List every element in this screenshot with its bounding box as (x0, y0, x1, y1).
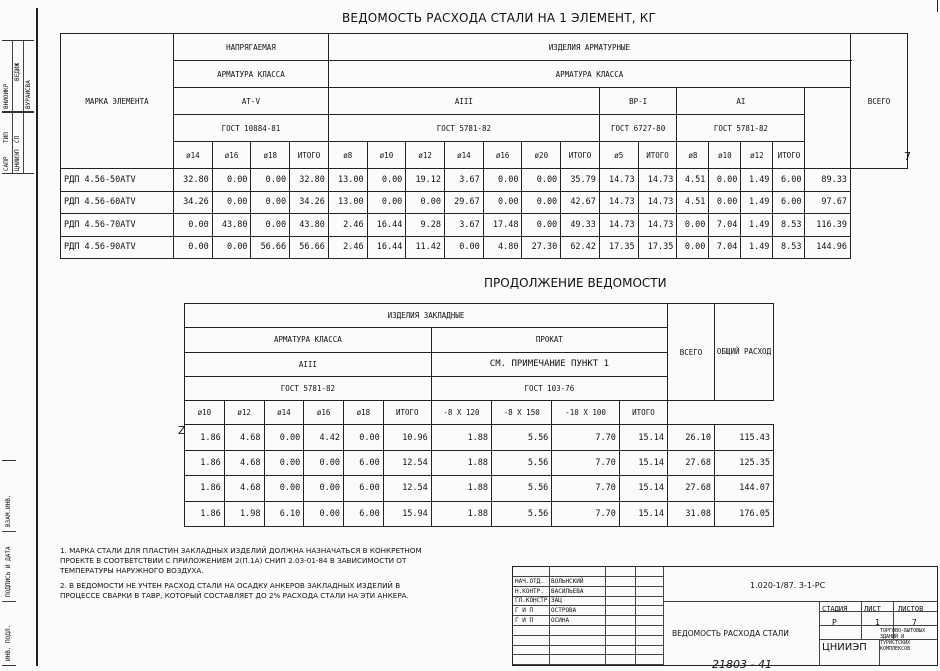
overall-header: ОБЩИЙ РАСХОД (715, 304, 774, 401)
gost-ai: ГОСТ 5781-82 (677, 115, 805, 142)
gost-atv: ГОСТ 10884-81 (174, 115, 329, 142)
cell-value: 0.00 (174, 236, 213, 259)
col-bp-1: ИТОГО (638, 142, 677, 169)
drawing-title: ВЕДОМОСТЬ РАСХОДА СТАЛИ (672, 629, 789, 638)
continuation-title: ПРОДОЛЖЕНИЕ ВЕДОМОСТИ (484, 276, 667, 290)
table-row (61, 214, 908, 237)
cell-value: 7.70 (552, 501, 620, 526)
notes (60, 546, 440, 606)
col-aiii-1: ø10 (367, 142, 406, 169)
column-headers (61, 142, 908, 169)
stamp-role: Г И П (515, 607, 534, 615)
gost-bp: ГОСТ 6727-80 (599, 115, 676, 142)
sheets-value: 7 (912, 618, 917, 627)
page-title: ВЕДОМОСТЬ РАСХОДА СТАЛИ НА 1 ЭЛЕМЕНТ, КГ (342, 11, 657, 25)
prokat-header: ПРОКАТ (431, 328, 667, 352)
cell-value: 6.00 (344, 501, 384, 526)
cell-value: 5.56 (492, 501, 552, 526)
cell-value: 14.73 (638, 214, 677, 237)
class-ai: АI (677, 88, 805, 115)
cell-value: 16.44 (367, 236, 406, 259)
gost-2: ГОСТ 103-76 (431, 376, 667, 400)
row-mark: РДП 4.56-70АТV (61, 214, 174, 237)
side-stamp-top: ВНИОИКР ВЕДИЖ ВУРАИСВА (2, 40, 34, 112)
stamp-row (513, 616, 663, 626)
table-row (185, 425, 774, 450)
stamp-row (513, 567, 663, 577)
cell-value: 4.68 (224, 425, 264, 450)
signature-list (513, 567, 663, 665)
cell-value: 15.14 (619, 476, 667, 501)
col-atv-2: ø18 (251, 142, 290, 169)
row-mark: РДП 4.56-50АТV (61, 169, 174, 192)
cell-value: 176.05 (715, 501, 774, 526)
cell-value: 14.73 (599, 214, 638, 237)
cell-value: 0.00 (174, 214, 213, 237)
cell-value: 0.00 (522, 214, 561, 237)
cell-value: 0.00 (264, 450, 304, 475)
embedded-header: ИЗДЕЛИЯ ЗАКЛАДНЫЕ (185, 304, 668, 328)
cell-value: 17.35 (638, 236, 677, 259)
col-p-0: -8 X 120 (431, 401, 491, 425)
cell-value: 43.80 (212, 214, 251, 237)
cell-value: 17.48 (483, 214, 522, 237)
col-aiii-4: ø16 (483, 142, 522, 169)
cell-value: 32.80 (174, 169, 213, 192)
cell-value: 1.86 (185, 425, 225, 450)
cell-value: 0.00 (677, 236, 709, 259)
cell-value: 0.00 (677, 214, 709, 237)
cell-value: 15.14 (619, 450, 667, 475)
cell-value: 144.07 (715, 476, 774, 501)
cell-value: 56.66 (290, 236, 329, 259)
col-ai-0: ø8 (677, 142, 709, 169)
col-aiii-5: ø20 (522, 142, 561, 169)
cell-value: 6.10 (264, 501, 304, 526)
stamp-name: ЗАЦ (551, 597, 562, 605)
cell-value: 5.56 (492, 425, 552, 450)
stage-value: Р (832, 618, 837, 627)
cell-value: 13.00 (328, 169, 367, 192)
cell-value: 0.00 (264, 425, 304, 450)
cell-value: 97.67 (805, 191, 851, 214)
embedded-class-aiii: АIII (185, 352, 432, 376)
stamp-name: ВОЛЬНСКИЙ (551, 577, 584, 585)
cell-value: 2.46 (328, 214, 367, 237)
steel-table-embedded (184, 303, 774, 527)
cell-value: 15.14 (619, 501, 667, 526)
stamp-row (513, 596, 663, 606)
col-atv-0: ø14 (174, 142, 213, 169)
frame-border (36, 8, 38, 666)
cell-value: 13.00 (328, 191, 367, 214)
table-body (61, 169, 908, 259)
cell-value: 1.49 (741, 236, 773, 259)
cell-value: 4.51 (677, 169, 709, 192)
cell-value: 116.39 (805, 214, 851, 237)
cell-value: 42.67 (561, 191, 600, 214)
stamp-name: ВАСИЛЬЕВА (551, 587, 584, 595)
stressed-class: АРМАТУРА КЛАССА (174, 61, 329, 88)
cell-value: 1.88 (431, 501, 491, 526)
cell-value: 15.94 (383, 501, 431, 526)
cell-value: 1.86 (185, 476, 225, 501)
stamp-role: ГЛ.КОНСТР (515, 597, 548, 605)
stamp-role: Г И П (515, 617, 534, 624)
sheet-label: ЛИСТ (864, 605, 881, 613)
cell-value: 8.53 (773, 214, 805, 237)
table-row (61, 191, 908, 214)
col-atv-3: ИТОГО (290, 142, 329, 169)
cell-value: 4.68 (224, 476, 264, 501)
cell-value: 14.73 (599, 169, 638, 192)
cell-value: 0.00 (251, 169, 290, 192)
cell-value: 6.00 (773, 191, 805, 214)
cell-value: 0.00 (367, 169, 406, 192)
cell-value: 6.00 (773, 169, 805, 192)
col-p-3: ИТОГО (619, 401, 667, 425)
cell-value: 49.33 (561, 214, 600, 237)
cell-value: 0.00 (522, 169, 561, 192)
col-a-4: ø18 (344, 401, 384, 425)
stamp-row (513, 655, 663, 665)
cell-value: 7.70 (552, 450, 620, 475)
stamp-row (513, 636, 663, 646)
stamp-name: ОСТРОВА (551, 607, 577, 615)
row-mark: РДП 4.56-60АТV (61, 191, 174, 214)
sheets-label: ЛИСТОВ (898, 605, 924, 613)
col-aiii-0: ø8 (328, 142, 367, 169)
cell-value: 3.67 (445, 214, 484, 237)
cell-value: 16.44 (367, 214, 406, 237)
note-2: 2. В ВЕДОМОСТИ НЕ УЧТЕН РАСХОД СТАЛИ НА ОСАДКУ АНКЕРОВ ЗАКЛАДНЫХ ИЗДЕЛИЙ В ПРОЦЕССЕ СВАРКИ В ТАВР, КОТОРЫЙ СОСТАВЛЯЕТ ДО 2% РАСХОДА СТАЛИ НА ЭТИ АНКЕРА. (60, 581, 409, 600)
cell-value: 0.00 (522, 191, 561, 214)
cell-value: 1.49 (741, 169, 773, 192)
archive-number: 21803 - 41 (712, 658, 772, 671)
organization: ЦНИИЭП (822, 642, 867, 653)
class-atv: АТ-V (174, 88, 329, 115)
cell-value: 29.67 (445, 191, 484, 214)
cell-value: 0.00 (251, 214, 290, 237)
total-header: ВСЕГО (668, 304, 715, 401)
col-a-1: ø12 (224, 401, 264, 425)
cell-value: 27.68 (668, 476, 715, 501)
cell-value: 9.28 (406, 214, 445, 237)
cell-value: 0.00 (212, 169, 251, 192)
total-header: ВСЕГО (851, 34, 908, 169)
cell-value: 14.73 (638, 191, 677, 214)
cell-value: 89.33 (805, 169, 851, 192)
cell-value: 8.53 (773, 236, 805, 259)
col-a-2: ø14 (264, 401, 304, 425)
cell-value: 0.00 (251, 191, 290, 214)
cell-value: 0.00 (264, 476, 304, 501)
stage-label: СТАДИЯ (822, 605, 848, 613)
col-ai-1: ø10 (709, 142, 741, 169)
col-aiii-6: ИТОГО (561, 142, 600, 169)
cell-value: 15.14 (619, 425, 667, 450)
note-1: 1. МАРКА СТАЛИ ДЛЯ ПЛАСТИН ЗАКЛАДНЫХ ИЗДЕЛИЙ ДОЛЖНА НАЗНАЧАТЬСЯ В КОНКРЕТНОМ ПРОЕКТЕ В СООТВЕТСТВИИ С ПРИЛОЖЕНИЕМ 2(П.1А) СНИП 2.03-01-84 В ЗАВИСИМОСТИ ОТ ТЕМПЕРАТУРЫ НАРУЖНОГО ВОЗДУХА. (60, 546, 422, 575)
stamp-name: ОСИНА (551, 617, 570, 624)
organization-desc: ТОРГОВО-БЫТОВЫХ ЗДАНИЙ И ТУРИСТСКИХ КОМПЛЕКСОВ (880, 628, 926, 652)
cell-value: 62.42 (561, 236, 600, 259)
cell-value: 0.00 (483, 191, 522, 214)
cell-value: 12.54 (383, 450, 431, 475)
col-aiii-3: ø14 (445, 142, 484, 169)
cell-value: 4.42 (304, 425, 344, 450)
cell-value: 0.00 (304, 476, 344, 501)
sheet-value: 1 (875, 618, 880, 627)
cell-value: 115.43 (715, 425, 774, 450)
cell-value: 7.70 (552, 425, 620, 450)
cell-value: 1.86 (185, 450, 225, 475)
cell-value: 19.12 (406, 169, 445, 192)
cell-value: 1.88 (431, 425, 491, 450)
cell-value: 6.00 (344, 450, 384, 475)
cell-value: 0.00 (304, 450, 344, 475)
side-stamp-bottom: ВЗАМ.ИНВ. ПОДПИСЬ И ДАТА ИНВ. ПОДЛ. (2, 460, 16, 666)
cell-value: 11.42 (406, 236, 445, 259)
gost-1: ГОСТ 5781-82 (185, 376, 432, 400)
items-header: ИЗДЕЛИЯ АРМАТУРНЫЕ (328, 34, 850, 61)
note-ref: СМ. ПРИМЕЧАНИЕ ПУНКТ 1 (431, 352, 667, 376)
embedded-class: АРМАТУРА КЛАССА (185, 328, 432, 352)
cell-value: 34.26 (290, 191, 329, 214)
cell-value: 14.73 (599, 191, 638, 214)
cell-value: 35.79 (561, 169, 600, 192)
cell-value: 0.00 (304, 501, 344, 526)
cell-value: 7.70 (552, 476, 620, 501)
cell-value: 2.46 (328, 236, 367, 259)
cell-value: 17.35 (599, 236, 638, 259)
stamp-row (513, 645, 663, 655)
class-aiii: АIII (328, 88, 599, 115)
stamp-role: НАЧ.ОТД. (515, 577, 544, 585)
col-a-5: ИТОГО (383, 401, 431, 425)
col-p-1: -8 X 150 (492, 401, 552, 425)
cell-value: 0.00 (483, 169, 522, 192)
cell-value: 10.96 (383, 425, 431, 450)
cell-value: 27.68 (668, 450, 715, 475)
cell-value: 7.04 (709, 214, 741, 237)
cell-value: 26.10 (668, 425, 715, 450)
cell-value: 5.56 (492, 450, 552, 475)
col-a-3: ø16 (304, 401, 344, 425)
stamp-row (513, 606, 663, 616)
col-ai-2: ø12 (741, 142, 773, 169)
cell-value: 1.88 (431, 450, 491, 475)
side-stamp-mid: ТИП СП САПР ЦНИИЭП (2, 112, 34, 174)
cell-value: 0.00 (709, 191, 741, 214)
cell-value: 5.56 (492, 476, 552, 501)
frame-border-right (937, 0, 938, 12)
stressed-header: НАПРЯГАЕМАЯ (174, 34, 329, 61)
cell-value: 34.26 (174, 191, 213, 214)
cell-value: 43.80 (290, 214, 329, 237)
col-atv-1: ø16 (212, 142, 251, 169)
stamp-row (513, 626, 663, 636)
cell-value: 0.00 (344, 425, 384, 450)
col-a-0: ø10 (185, 401, 225, 425)
stamp-row (513, 577, 663, 587)
items-class: АРМАТУРА КЛАССА (328, 61, 850, 88)
cell-value: 1.49 (741, 191, 773, 214)
cell-value: 4.68 (224, 450, 264, 475)
cell-value: 56.66 (251, 236, 290, 259)
cell-value: 0.00 (709, 169, 741, 192)
table-row (185, 501, 774, 526)
cell-value: 4.51 (677, 191, 709, 214)
gost-aiii: ГОСТ 5781-82 (328, 115, 599, 142)
cell-value: 1.98 (224, 501, 264, 526)
col-ai-3: ИТОГО (773, 142, 805, 169)
cell-value: 3.67 (445, 169, 484, 192)
cell-value: 0.00 (445, 236, 484, 259)
margin-mark: 7 (904, 150, 911, 163)
title-block (512, 566, 938, 666)
cell-value: 1.86 (185, 501, 225, 526)
col-p-2: -10 X 100 (552, 401, 620, 425)
cell-value: 0.00 (212, 191, 251, 214)
table-row (185, 476, 774, 501)
cell-value: 14.73 (638, 169, 677, 192)
table-row (61, 236, 908, 259)
cell-value: 12.54 (383, 476, 431, 501)
cell-value: 1.49 (741, 214, 773, 237)
column-headers (185, 401, 774, 425)
col-bp-0: ø5 (599, 142, 638, 169)
cell-value: 31.08 (668, 501, 715, 526)
document-code: 1.020-1/87. 3-1-РС (750, 581, 826, 590)
cell-value: 32.80 (290, 169, 329, 192)
row-mark: РДП 4.56-90АТV (61, 236, 174, 259)
stamp-row (513, 587, 663, 597)
cell-value: 7.04 (709, 236, 741, 259)
cell-value: 0.00 (212, 236, 251, 259)
table-body (185, 425, 774, 527)
col-aiii-2: ø12 (406, 142, 445, 169)
table-row (185, 450, 774, 475)
cell-value: 1.88 (431, 476, 491, 501)
class-bp: ВР-I (599, 88, 676, 115)
cell-value: 4.80 (483, 236, 522, 259)
cell-value: 27.30 (522, 236, 561, 259)
margin-mark: Z (178, 424, 186, 437)
cell-value: 0.00 (406, 191, 445, 214)
mark-header: МАРКА ЭЛЕМЕНТА (61, 34, 174, 169)
stamp-role: Н.КОНТР. (515, 587, 544, 595)
cell-value: 125.35 (715, 450, 774, 475)
steel-table-main (60, 33, 908, 259)
table-row (61, 169, 908, 192)
cell-value: 0.00 (367, 191, 406, 214)
cell-value: 6.00 (344, 476, 384, 501)
cell-value: 144.96 (805, 236, 851, 259)
